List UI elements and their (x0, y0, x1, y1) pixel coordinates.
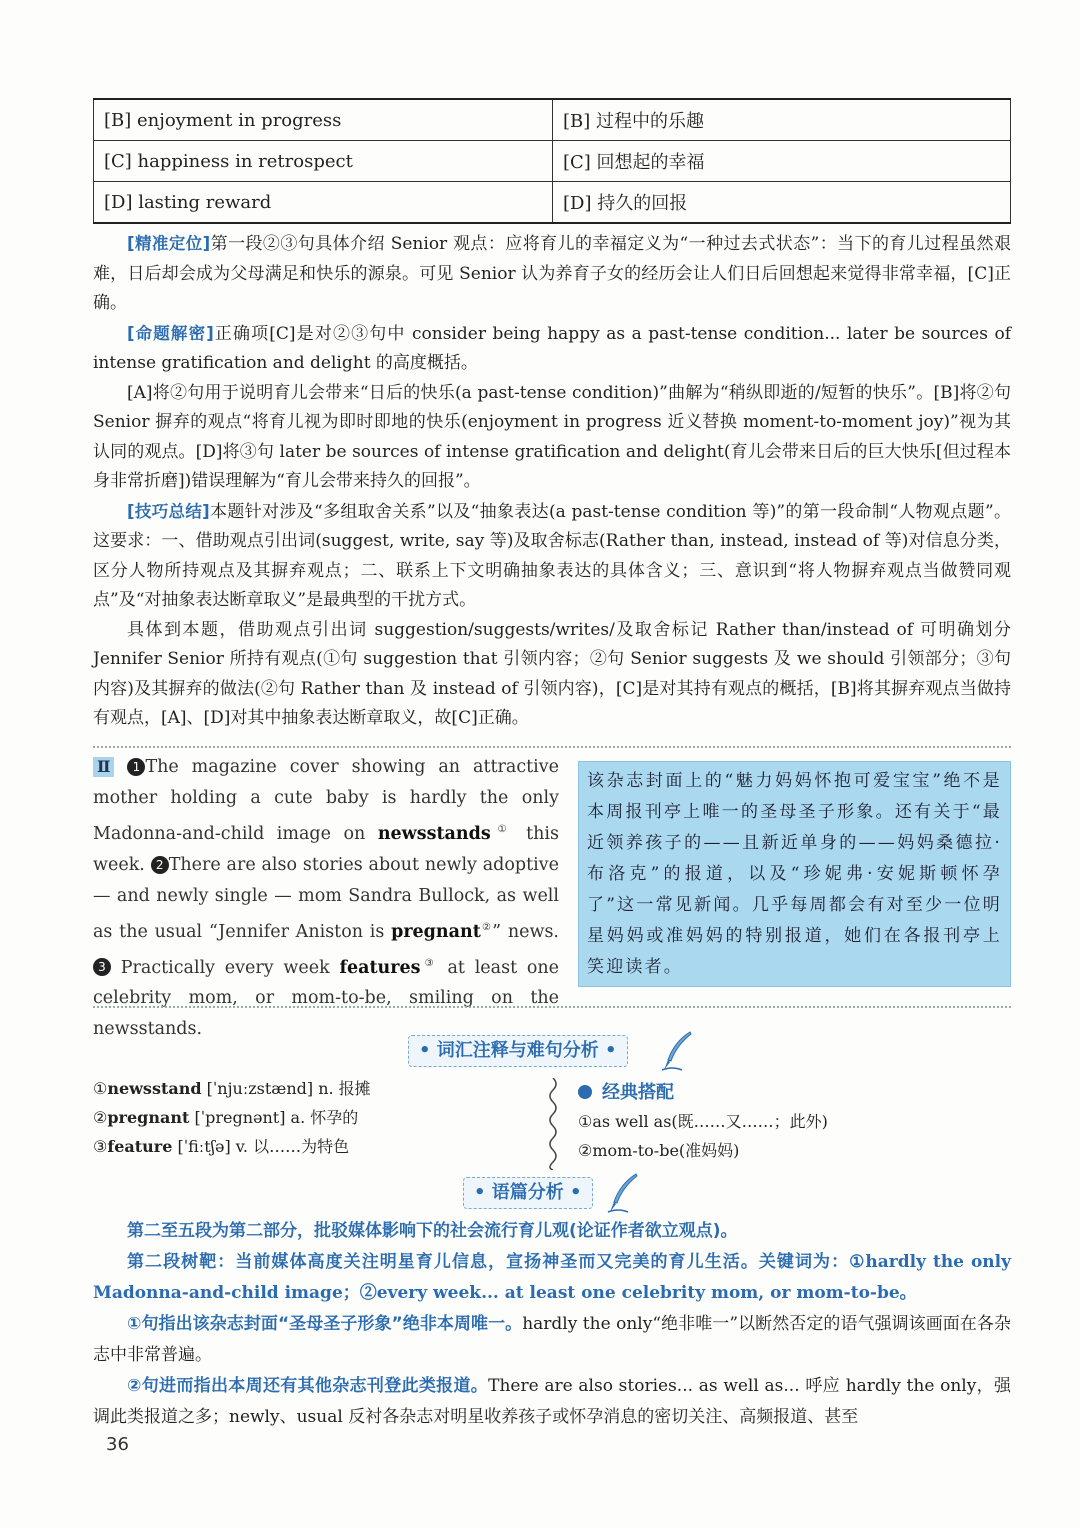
option-en: [C] happiness in retrospect (94, 141, 553, 182)
paragraph-text: There are also stories... as well as... 呼应 hardly the only，强调此类报道之多；newly、usual 反衬各杂志对明星收养孩子或怀孕消息的密切关注、高频报道、甚至 (93, 1376, 1011, 1427)
option-zh: [B] 过程中的乐趣 (553, 99, 1011, 141)
vocab-headword: feature (107, 1137, 173, 1156)
quill-pen-icon (606, 1172, 640, 1214)
options-table (93, 98, 1011, 224)
divider (93, 746, 1011, 748)
paragraph-text: 本题针对涉及“多组取舍关系”以及“抽象表达(a past-tense condition 等)”的第一段命制“人物观点题”。这要求：一、借助观点引出词(suggest, write, say 等)及取舍标志(Rather than, instead, instead of 等)对信息分类，区分人物所持观点及其摒弃观点；二、联系上下文明确抽象表达的具体含义；三、意识到“将人物摒弃观点当做赞同观点”及“对抽象表达断章取义”是最典型的干扰方式。 (93, 501, 1011, 610)
discourse-analysis (93, 1216, 1011, 1433)
translation-box: 该杂志封面上的“魅力妈妈怀抱可爱宝宝”绝不是本周报刊亭上唯一的圣母圣子形象。还有关于“最近领养孩子的——且新近单身的——妈妈桑德拉·布洛克”的报道，以及“珍妮弗·安妮斯顿怀孕了”这一常见新闻。几乎每周都会有对至少一位明星妈妈或准妈妈的特别报道，她们在各报刊亭上笑迎读者。 (578, 761, 1011, 987)
section-tag: [技巧总结] (127, 501, 210, 521)
collocation-item: ②mom-to-be(准妈妈) (578, 1141, 740, 1160)
sentence-text: Practically every week (120, 957, 340, 978)
vocab-num: ① (93, 1079, 108, 1098)
collocations (578, 1078, 828, 1165)
analysis-paragraph (93, 229, 1011, 319)
passage-text (93, 752, 559, 1045)
sentence-text: ” news. (492, 921, 559, 942)
highlight-text: 第二段树靶：当前媒体高度关注明星育儿信息，宣扬神圣而又完美的育儿生活。关键词为： (127, 1252, 850, 1272)
note-mark: ② (480, 921, 493, 933)
vocab-num: ③ (93, 1137, 108, 1156)
vocab-entry (93, 1132, 371, 1161)
sentence-number: 2 (151, 856, 169, 874)
analysis-paragraph (93, 497, 1011, 616)
discourse-banner: • 语篇分析 • (463, 1177, 593, 1209)
vocab-entry (93, 1074, 371, 1103)
table-row (94, 182, 1011, 224)
discourse-paragraph (93, 1371, 1011, 1433)
section-tag: [命题解密] (127, 323, 214, 343)
sentence-text: at least one celebrity mom, or mom-to-be, smiling on the newsstands. (93, 957, 560, 1040)
option-zh: [D] 持久的回报 (553, 182, 1011, 224)
bullet-icon (578, 1085, 592, 1099)
vocab-headword: pregnant (107, 1108, 190, 1127)
highlight-text: ①hardly the only Madonna-and-child image；②every week... at least one celebrity mom, or mom-to-be。 (93, 1252, 1011, 1303)
option-zh: [C] 回想起的幸福 (553, 141, 1011, 182)
discourse-paragraph: 第二至五段为第二部分，批驳媒体影响下的社会流行育儿观(论证作者欲立观点)。 (127, 1221, 738, 1241)
sentence-text: this week. (93, 823, 559, 875)
vocab-entry (93, 1103, 371, 1132)
paragraph-text: 第一段②③句具体介绍 Senior 观点：应将育儿的幸福定义为“一种过去式状态”：当下的育儿过程虽然艰难，日后却会成为父母满足和快乐的源泉。可见 Senior 认为养育子女的经历会让人们日后回想起来觉得非常幸福，[C]正确。 (93, 234, 1011, 313)
note-mark: ③ (420, 957, 438, 969)
section-number: Ⅱ (93, 757, 114, 777)
analysis-paragraph: 具体到本题，借助观点引出词 suggestion/suggests/writes/及取舍标记 Rather than/instead of 可明确划分 Jennifer Senior 所持有观点(①句 suggestion that 引领内容；②句 Senior suggests 及 we should 引领部分；③句内容)及其摒弃的做法(②句 Rather than 及 instead of 引领内容)，[C]是对其持有观点的概括，[B]将其摒弃观点当做持有观点，[A]、[D]对其中抽象表达断章取义，故[C]正确。 (93, 619, 1012, 728)
sentence-number: 1 (127, 758, 145, 776)
sentence-text: There are also stories about newly adoptive — and newly single — mom Sandra Bullock, as well as the usual “Jennifer Aniston is (93, 854, 559, 942)
vocab-banner: • 词汇注释与难句分析 • (408, 1035, 628, 1067)
sentence-number: 3 (93, 958, 111, 976)
sentence-text: The magazine cover showing an attractive mother holding a cute baby is hardly the only Madonna-and-child image on (93, 757, 559, 844)
highlight-text: ①句指出该杂志封面“圣母圣子形象”绝非本周唯一。 (127, 1314, 523, 1334)
squiggle-divider (545, 1078, 561, 1170)
vocab-word: pregnant (391, 921, 481, 942)
vocab-definition: [ˈnjuːzstænd] n. 报摊 (201, 1079, 371, 1098)
note-mark: ① (490, 824, 514, 835)
section-tag: [精准定位] (127, 234, 211, 253)
analysis-paragraph (93, 319, 1011, 379)
vocab-word: newsstands (377, 823, 491, 844)
vocab-definition: [ˈfiːtʃə] v. 以……为特色 (172, 1137, 350, 1156)
answer-analysis (93, 229, 1011, 734)
highlight-text: ②句进而指出本周还有其他杂志刊登此类报道。 (127, 1376, 489, 1396)
paragraph-text: hardly the only“绝非唯一”以断然否定的语气强调该画面在各杂志中非常普遍。 (93, 1314, 1011, 1365)
collocations-heading: 经典搭配 (602, 1082, 674, 1103)
table-row (94, 141, 1011, 182)
reading-passage (93, 752, 559, 1045)
vocab-notes (93, 1074, 371, 1161)
vocab-word: features (339, 957, 421, 978)
vocab-definition: [ˈpregnənt] a. 怀孕的 (189, 1108, 359, 1127)
table-row (94, 99, 1011, 141)
option-en: [B] enjoyment in progress (94, 99, 553, 141)
analysis-paragraph: [A]将②句用于说明育儿会带来“日后的快乐(a past-tense condition)”曲解为“稍纵即逝的/短暂的快乐”。[B]将②句 Senior 摒弃的观点“将育儿视为即时即地的快乐(enjoyment in progress 近义替换 moment-to-moment joy)”视为其认同的观点。[D]将③句 later be sources of intense gratification and delight(育儿会带来日后的巨大快乐[但过程本身非常折磨])错误理解为“育儿会带来持久的回报”。 (93, 382, 1011, 491)
option-en: [D] lasting reward (94, 182, 553, 224)
vocab-num: ② (93, 1108, 108, 1127)
paragraph-text: 正确项[C]是对②③句中 consider being happy as a past-tense condition... later be sources of intense gratification and delight 的高度概括。 (93, 323, 1011, 373)
vocab-headword: newsstand (107, 1079, 202, 1098)
discourse-paragraph (93, 1247, 1011, 1309)
discourse-paragraph (93, 1309, 1011, 1371)
page-number: 36 (106, 1434, 129, 1455)
collocations-title (578, 1078, 828, 1107)
divider (93, 1006, 1011, 1008)
collocation-item: ①as well as(既……又……；此外) (578, 1112, 828, 1131)
quill-pen-icon (660, 1030, 694, 1072)
